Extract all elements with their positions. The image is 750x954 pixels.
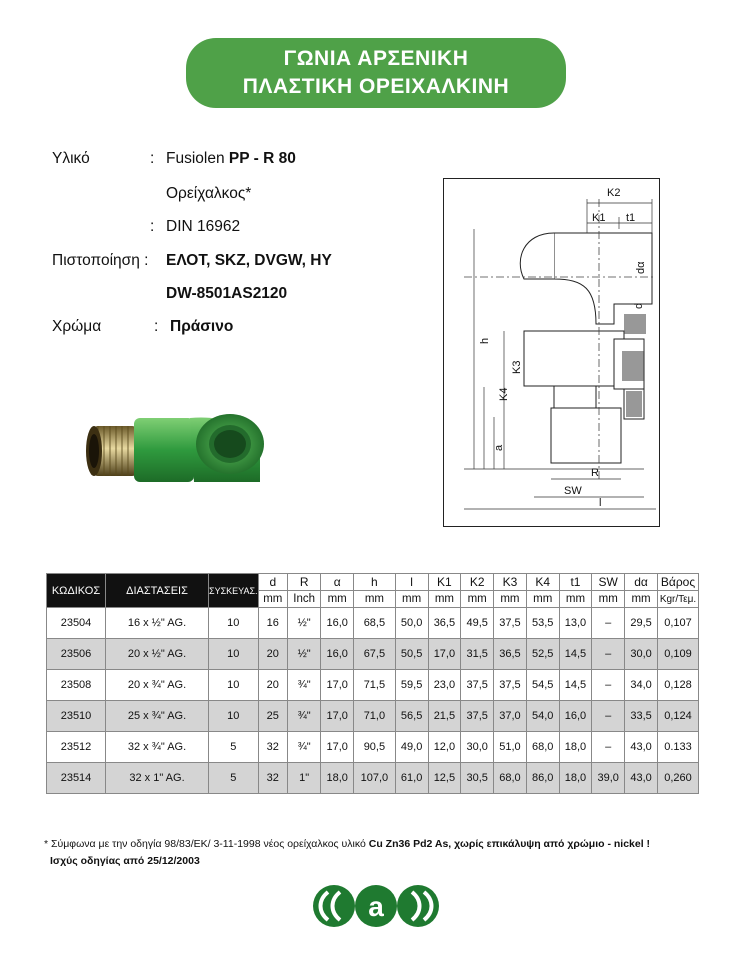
color-colon: : [154,318,159,335]
label-da: dα [635,261,647,274]
title-line-1: ΓΩΝΙΑ ΑΡΣΕΝΙΚΗ [283,47,469,70]
cell-da: 43,0 [625,732,658,763]
label-k1: K1 [592,212,606,224]
col-l: l [395,574,428,591]
cell-t1: 18,0 [559,763,592,794]
company-logo [312,880,440,932]
cell-sw: – [592,608,625,639]
cert-line-1: ΕΛΟΤ, SKZ, DVGW, HY [166,252,332,269]
cell-a: 17,0 [321,670,354,701]
cell-dim: 20 x ¾" AG. [106,670,209,701]
label-h: h [479,337,491,344]
cell-code: 23506 [47,639,106,670]
cell-t1: 18,0 [559,732,592,763]
cell-sw: – [592,670,625,701]
cell-a: 17,0 [321,732,354,763]
cell-dim: 16 x ½" AG. [106,608,209,639]
cell-weight: 0,260 [658,763,699,794]
cell-t1: 14,5 [559,639,592,670]
cell-weight: 0,107 [658,608,699,639]
cell-k2: 37,5 [461,670,494,701]
cell-k1: 23,0 [428,670,461,701]
header-row [47,574,699,591]
cell-pack: 10 [209,608,259,639]
cell-l: 56,5 [395,701,428,732]
label-sw: SW [564,485,582,497]
cell-sw: 39,0 [592,763,625,794]
label-k4: K4 [498,387,510,401]
footnote-prefix: * Σύμφωνα με την οδηγία 98/83/ΕΚ/ 3-11-1998 νέος ορείχαλκος υλικό [44,838,369,850]
cell-d: 20 [258,639,287,670]
cell-k4: 68,0 [526,732,559,763]
cell-d: 16 [258,608,287,639]
table-row [47,670,699,701]
unit-h: mm [354,591,396,608]
col-code: ΚΩΔΙΚΟΣ [47,574,106,608]
col-h: h [354,574,396,591]
unit-k3: mm [494,591,527,608]
label-a: a [493,444,505,451]
logo-letter: a [368,891,384,922]
unit-k1: mm [428,591,461,608]
cell-l: 50,5 [395,639,428,670]
unit-weight: Kgr/Τεμ. [658,591,699,608]
col-k1: K1 [428,574,461,591]
cell-h: 67,5 [354,639,396,670]
unit-a: mm [321,591,354,608]
cell-a: 17,0 [321,701,354,732]
footnote-bold: Cu Zn36 Pd2 As, χωρίς επικάλυψη από χρώμιο - nickel ! [368,838,651,850]
cell-h: 71,5 [354,670,396,701]
unit-k4: mm [526,591,559,608]
cell-l: 59,5 [395,670,428,701]
cell-k2: 49,5 [461,608,494,639]
cell-k1: 12,0 [428,732,461,763]
cell-k3: 37,5 [494,670,527,701]
cell-pack: 10 [209,639,259,670]
label-d: d [633,302,645,309]
cell-k1: 36,5 [428,608,461,639]
col-da: dα [625,574,658,591]
cell-weight: 0,124 [658,701,699,732]
unit-sw: mm [592,591,625,608]
table-row [47,639,699,670]
drawing-svg [444,179,659,526]
cell-dim: 32 x ¾" AG. [106,732,209,763]
cell-h: 107,0 [354,763,396,794]
label-l: l [599,497,602,509]
label-t1: t1 [626,212,636,224]
cell-weight: 0,109 [658,639,699,670]
cell-r: 1" [288,763,321,794]
footnote-line-1 [44,836,650,853]
cell-pack: 5 [209,732,259,763]
unit-t1: mm [559,591,592,608]
cell-k1: 21,5 [428,701,461,732]
col-weight: Βάρος [658,574,699,591]
col-d: d [258,574,287,591]
table-row [47,732,699,763]
unit-da: mm [625,591,658,608]
cell-code: 23508 [47,670,106,701]
table-row [47,763,699,794]
col-dim: ΔΙΑΣΤΑΣΕΙΣ [106,574,209,608]
color-value: Πράσινο [170,318,234,335]
table-row [47,701,699,732]
material-prefix: Fusiolen [166,150,229,167]
cell-d: 25 [258,701,287,732]
cell-pack: 5 [209,763,259,794]
cell-d: 20 [258,670,287,701]
cell-k4: 54,0 [526,701,559,732]
cell-k3: 51,0 [494,732,527,763]
cell-t1: 13,0 [559,608,592,639]
cell-da: 34,0 [625,670,658,701]
col-k2: K2 [461,574,494,591]
cell-r: ½" [288,608,321,639]
din-colon: : [150,218,155,235]
cell-da: 29,5 [625,608,658,639]
col-r: R [288,574,321,591]
cell-pack: 10 [209,701,259,732]
cell-h: 90,5 [354,732,396,763]
table-row [47,608,699,639]
cell-k3: 37,5 [494,608,527,639]
cell-da: 30,0 [625,639,658,670]
cell-k3: 36,5 [494,639,527,670]
din-value: DIN 16962 [166,218,241,235]
cell-h: 68,5 [354,608,396,639]
color-label: Χρώμα [52,318,102,335]
cell-l: 61,0 [395,763,428,794]
cell-k2: 37,5 [461,701,494,732]
cell-k3: 37,0 [494,701,527,732]
cell-k4: 86,0 [526,763,559,794]
unit-d: mm [258,591,287,608]
cell-k2: 31,5 [461,639,494,670]
cell-weight: 0,128 [658,670,699,701]
product-photo [80,392,270,502]
green-body [134,418,194,482]
cell-d: 32 [258,732,287,763]
col-pack: ΣΥΣΚΕΥΑΣ. [209,574,259,608]
title-banner [186,38,566,108]
label-k3: K3 [511,360,523,374]
material-colon: : [150,150,155,167]
col-a: α [321,574,354,591]
cell-da: 43,0 [625,763,658,794]
footnote-line-2: Ισχύς οδηγίας από 25/12/2003 [50,855,200,867]
cert-label: Πιστοποίηση : [52,252,149,269]
cell-k3: 68,0 [494,763,527,794]
cell-k4: 54,5 [526,670,559,701]
cell-code: 23504 [47,608,106,639]
cell-code: 23512 [47,732,106,763]
cell-k4: 53,5 [526,608,559,639]
cell-weight: 0.133 [658,732,699,763]
title-line-2: ΠΛΑΣΤΙΚΗ ΟΡΕΙΧΑΛΚΙΝΗ [242,75,510,98]
col-k3: K3 [494,574,527,591]
cell-k1: 17,0 [428,639,461,670]
cell-r: ¾" [288,670,321,701]
cell-dim: 32 x 1" AG. [106,763,209,794]
cell-l: 49,0 [395,732,428,763]
cell-h: 71,0 [354,701,396,732]
cell-dim: 25 x ¾" AG. [106,701,209,732]
cell-r: ¾" [288,732,321,763]
material-bold: PP - R 80 [228,150,296,167]
material-value [166,150,296,168]
cell-t1: 14,5 [559,670,592,701]
unit-k2: mm [461,591,494,608]
spec-table [46,573,699,794]
technical-drawing [443,178,660,527]
cert-line-2: DW-8501AS2120 [166,285,288,302]
label-r: R [591,467,599,479]
cell-da: 33,5 [625,701,658,732]
cell-l: 50,0 [395,608,428,639]
material-label: Υλικό [52,150,90,167]
cell-pack: 10 [209,670,259,701]
cell-r: ¾" [288,701,321,732]
cell-dim: 20 x ½" AG. [106,639,209,670]
unit-r: Inch [288,591,321,608]
cell-t1: 16,0 [559,701,592,732]
cell-a: 18,0 [321,763,354,794]
unit-l: mm [395,591,428,608]
cell-sw: – [592,732,625,763]
cell-k2: 30,0 [461,732,494,763]
cell-k4: 52,5 [526,639,559,670]
col-k4: K4 [526,574,559,591]
material-line-2: Ορείχαλκος* [166,185,252,202]
label-k2: K2 [607,187,621,199]
cell-a: 16,0 [321,608,354,639]
cell-d: 32 [258,763,287,794]
cell-r: ½" [288,639,321,670]
footnote [44,836,650,870]
cell-code: 23510 [47,701,106,732]
cell-k2: 30,5 [461,763,494,794]
cell-sw: – [592,639,625,670]
cell-k1: 12,5 [428,763,461,794]
col-sw: SW [592,574,625,591]
cell-sw: – [592,701,625,732]
cell-a: 16,0 [321,639,354,670]
cell-code: 23514 [47,763,106,794]
col-t1: t1 [559,574,592,591]
